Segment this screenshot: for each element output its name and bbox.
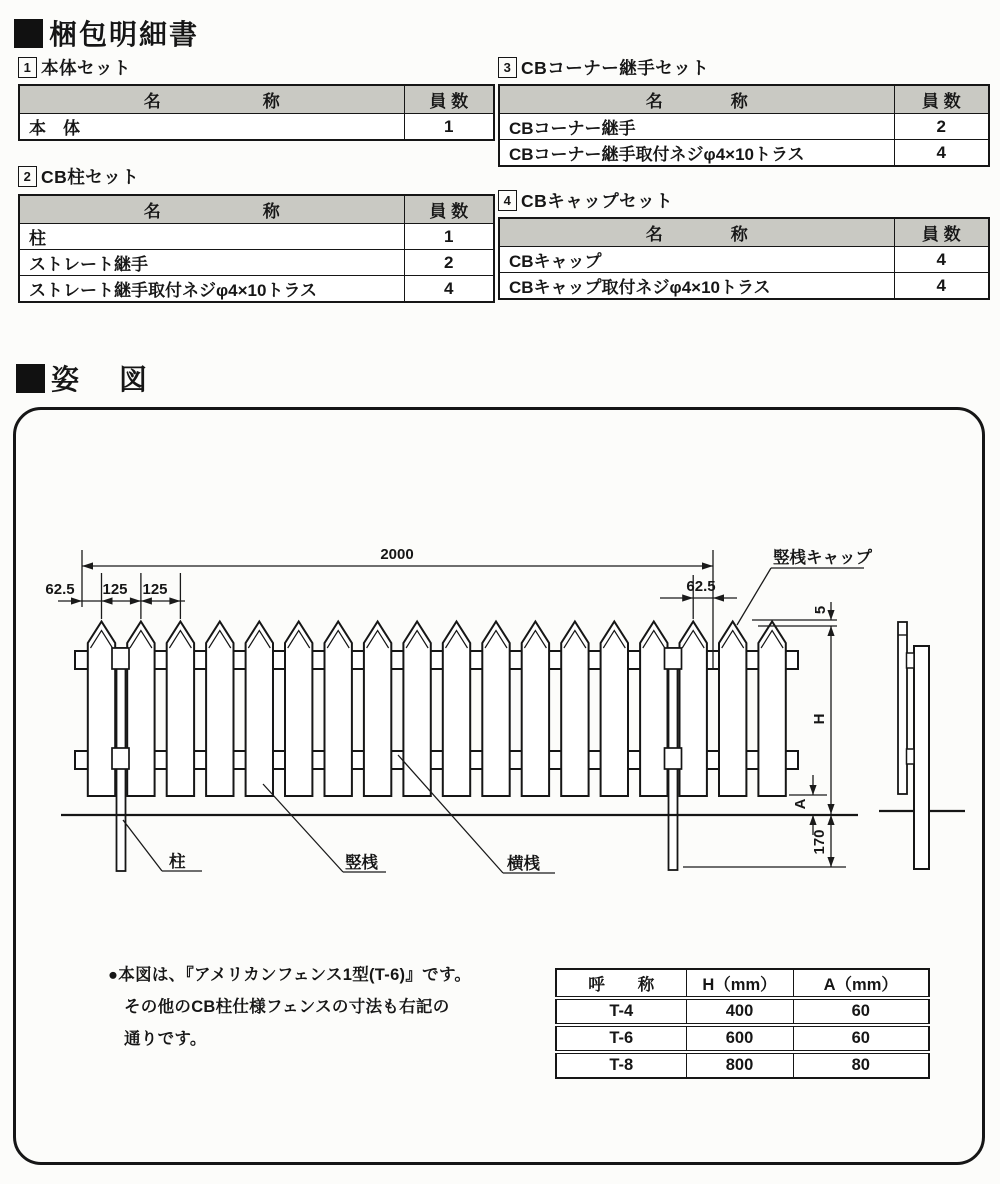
dim-embed-depth [683, 815, 846, 867]
table-row [499, 114, 989, 140]
size-spec-table [555, 968, 930, 1079]
label-cap-text: 竪桟キャップ [773, 549, 872, 567]
spec-header-h: H（mm） [686, 969, 793, 998]
fence-side-view [898, 622, 929, 869]
label-vertical-rail-text: 竪桟 [345, 854, 378, 872]
part-qty-cell: 2 [404, 250, 494, 276]
dim-pitch2-label: 125 [142, 581, 168, 598]
spec-h-cell: 400 [686, 998, 793, 1025]
label-post-text: 柱 [169, 853, 186, 871]
packing-table-3 [498, 84, 990, 167]
column-header-qty: 員 数 [894, 218, 989, 247]
table-row [19, 250, 494, 276]
label-vertical-rail [263, 784, 386, 872]
spec-a-cell: 60 [793, 998, 929, 1025]
spec-h-cell: 800 [686, 1052, 793, 1078]
dim-above-ground-label: A [792, 798, 809, 810]
part-qty-cell: 1 [404, 114, 494, 141]
part-qty-cell: 4 [894, 273, 989, 300]
dim-total-width-label: 2000 [380, 546, 414, 563]
set-title-2 [18, 164, 139, 189]
column-header-name: 名 称 [499, 218, 894, 247]
part-name-cell: ストレート継手 [19, 250, 404, 276]
spec-model-cell: T-8 [556, 1052, 686, 1078]
column-header-qty: 員 数 [894, 85, 989, 114]
part-name-cell: CBコーナー継手取付ネジφ4×10トラス [499, 140, 894, 167]
table-row [19, 276, 494, 303]
black-square-bullet [14, 19, 43, 48]
table-header-row [19, 85, 494, 114]
spec-header-a: A（mm） [793, 969, 929, 998]
appearance-diagram-title [16, 358, 153, 398]
dim-height-label: H [811, 713, 828, 725]
set-title-2-text: CB柱セット [41, 167, 140, 187]
note-line-2: その他のCB柱仕様フェンスの寸法も右記の [124, 998, 450, 1016]
spec-header-name: 呼 称 [556, 969, 686, 998]
column-header-qty: 員 数 [404, 195, 494, 224]
part-qty-cell: 4 [404, 276, 494, 303]
note-line-3: 通りです。 [124, 1030, 207, 1048]
dim-left-offset-label: 62.5 [45, 581, 75, 598]
set-number-1: 1 [18, 57, 37, 78]
part-name-cell: 本 体 [19, 114, 404, 141]
part-qty-cell: 4 [894, 247, 989, 273]
part-qty-cell: 1 [404, 224, 494, 250]
table-row [499, 273, 989, 300]
column-header-name: 名 称 [19, 85, 404, 114]
part-name-cell: ストレート継手取付ネジφ4×10トラス [19, 276, 404, 303]
dim-above-ground [789, 775, 827, 835]
set-title-1 [18, 55, 131, 80]
table-row [499, 247, 989, 273]
part-name-cell: 柱 [19, 224, 404, 250]
appearance-title-text: 姿 図 [51, 364, 154, 395]
part-name-cell: CBコーナー継手 [499, 114, 894, 140]
dim-cap-height-label: 5 [812, 605, 829, 615]
label-cap [737, 547, 873, 625]
column-header-name: 名 称 [19, 195, 404, 224]
table-header-row [499, 85, 989, 114]
spec-model-cell: T-4 [556, 998, 686, 1025]
packing-table-1 [18, 84, 495, 141]
table-row [19, 224, 494, 250]
set-number-2: 2 [18, 166, 37, 187]
part-qty-cell: 4 [894, 140, 989, 167]
label-horizontal-rail-text: 横桟 [507, 855, 540, 873]
dim-right-offset [660, 575, 737, 619]
dim-right-offset-label: 62.5 [686, 578, 716, 595]
spec-row [556, 1025, 929, 1052]
set-number-3: 3 [498, 57, 517, 78]
spec-header-row [556, 969, 929, 998]
spec-h-cell: 600 [686, 1025, 793, 1052]
spec-a-cell: 80 [793, 1052, 929, 1078]
table-header-row [19, 195, 494, 224]
table-row [19, 114, 494, 141]
part-name-cell: CBキャップ [499, 247, 894, 273]
table-header-row [499, 218, 989, 247]
table-row [499, 140, 989, 167]
set-title-1-text: 本体セット [41, 58, 131, 78]
set-title-3 [498, 55, 709, 80]
note-line-1: ●本図は、『アメリカンフェンス1型(T-6)』です。 [108, 966, 472, 984]
packing-table-2 [18, 194, 495, 303]
spec-a-cell: 60 [793, 1025, 929, 1052]
spec-model-cell: T-6 [556, 1025, 686, 1052]
dim-pitch1-label: 125 [102, 581, 128, 598]
black-square-bullet [16, 364, 45, 393]
set-title-4 [498, 188, 673, 213]
part-qty-cell: 2 [894, 114, 989, 140]
spec-row [556, 998, 929, 1025]
set-number-4: 4 [498, 190, 517, 211]
packing-table-4 [498, 217, 990, 300]
spec-row [556, 1052, 929, 1078]
label-post [123, 820, 202, 871]
set-title-3-text: CBコーナー継手セット [521, 58, 710, 78]
packing-title-text: 梱包明細書 [49, 19, 200, 50]
column-header-qty: 員 数 [404, 85, 494, 114]
diagram-note [108, 959, 488, 1055]
set-title-4-text: CBキャップセット [521, 191, 674, 211]
dim-left-chain [45, 573, 185, 619]
dim-embed-depth-label: 170 [811, 829, 828, 855]
packing-list-title [14, 13, 199, 53]
part-name-cell: CBキャップ取付ネジφ4×10トラス [499, 273, 894, 300]
column-header-name: 名 称 [499, 85, 894, 114]
diagram-panel [13, 407, 985, 1165]
